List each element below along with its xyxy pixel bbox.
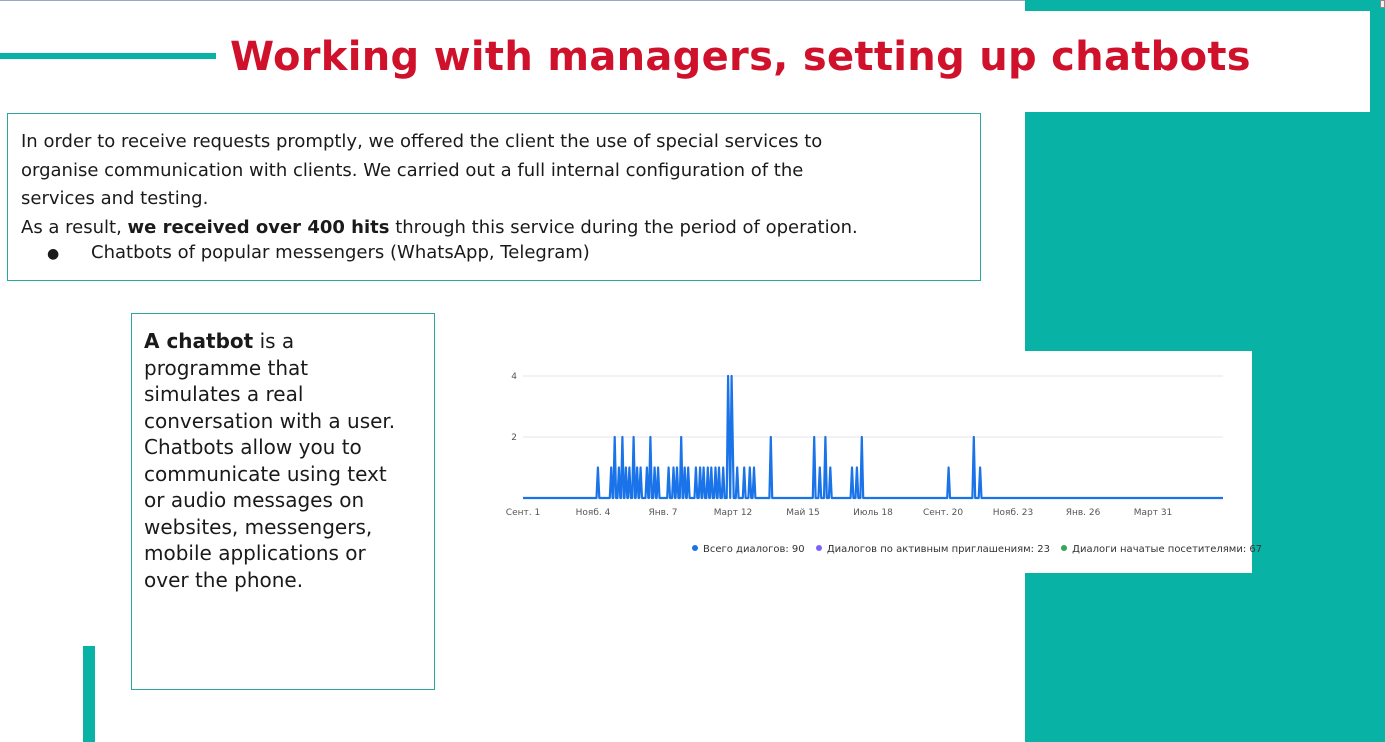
intro-text-box[interactable]: [7, 113, 981, 281]
legend-dot-icon: [692, 545, 698, 551]
intro-paragraph: [21, 128, 968, 242]
bullet-item: [21, 239, 968, 269]
intro-line-3: services and testing.: [21, 188, 209, 209]
bottom-accent-bar: [83, 646, 95, 742]
bullet-text: Chatbots of popular messengers (WhatsApp, Telegram): [91, 242, 590, 263]
legend-label: Всего диалогов: 90: [703, 544, 805, 555]
definition-line: websites, messengers,: [144, 514, 373, 539]
definition-line: programme that: [144, 355, 309, 380]
definition-line-1: [144, 328, 422, 355]
result-bold: we received over 400 hits: [127, 216, 390, 238]
x-tick-label: Янв. 26: [1065, 508, 1101, 518]
legend-item-invitations[interactable]: [816, 544, 1050, 555]
legend-item-visitors[interactable]: [1061, 544, 1262, 555]
definition-line: over the phone.: [144, 567, 304, 592]
definition-line: communicate using text: [144, 461, 387, 486]
legend-label: Диалоги начатые посетителями: 67: [1072, 544, 1263, 555]
x-tick-label: Нояб. 4: [575, 508, 611, 518]
definition-text-box[interactable]: [131, 313, 435, 690]
x-tick-label: Нояб. 23: [992, 508, 1034, 518]
dialogs-chart: [497, 351, 1263, 573]
definition-line: simulates a real: [144, 382, 304, 406]
legend-item-total[interactable]: [692, 544, 805, 555]
definition-line: or audio messages on: [144, 488, 365, 512]
definition-text: is a: [253, 329, 295, 353]
y-tick-label: 4: [511, 372, 517, 382]
title-accent-bar: [0, 53, 216, 59]
definition-line: Chatbots allow you to: [144, 435, 362, 459]
x-tick-label: Янв. 7: [648, 508, 678, 518]
y-tick-label: 2: [511, 433, 517, 443]
chart-canvas: [497, 351, 1252, 573]
x-tick-label: Май 15: [786, 508, 820, 518]
bullet-dot-icon: ●: [47, 246, 60, 262]
legend-dot-icon: [816, 545, 822, 551]
legend-label: Диалогов по активным приглашениям: 23: [826, 544, 1050, 555]
slide-title: Working with managers, setting up chatbots: [230, 34, 1251, 80]
x-tick-label: Июль 18: [853, 508, 893, 518]
definition-term: A chatbot: [144, 329, 254, 353]
result-suffix: through this service during the period of operation.: [389, 216, 858, 238]
definition-line: mobile applications or: [144, 541, 366, 565]
intro-line-1: In order to receive requests promptly, we offered the client the use of special services to: [21, 131, 823, 152]
x-tick-label: Сент. 1: [505, 508, 541, 518]
intro-line-2: organise communication with clients. We carried out a full internal configuration of the: [21, 159, 804, 181]
x-tick-label: Март 31: [1133, 508, 1173, 518]
corner-handle[interactable]: [1380, 0, 1385, 8]
legend-dot-icon: [1061, 545, 1067, 551]
definition-line: conversation with a user.: [144, 408, 396, 433]
x-tick-label: Март 12: [713, 508, 753, 518]
result-prefix: As a result,: [21, 216, 128, 238]
result-line: [21, 214, 968, 243]
x-tick-label: Сент. 20: [922, 508, 964, 518]
chart-legend: [692, 544, 1270, 555]
